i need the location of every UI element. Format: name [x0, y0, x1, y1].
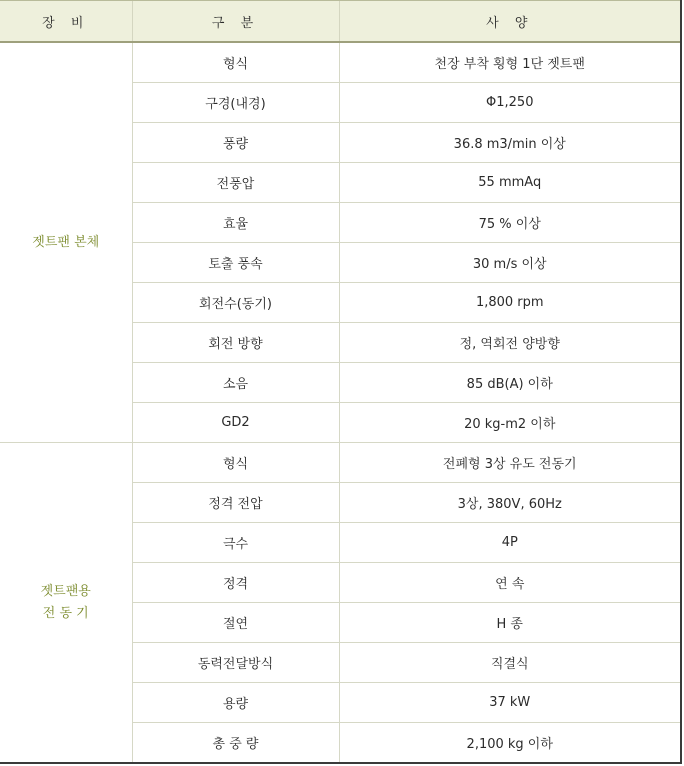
spec-cell: 직결식	[339, 643, 680, 683]
header-spec: 사 양	[339, 1, 680, 43]
spec-cell: 4P	[339, 523, 680, 563]
category-cell: 정격 전압	[132, 483, 339, 523]
spec-cell: 30 m/s 이상	[339, 243, 680, 283]
spec-cell: 정, 역회전 양방향	[339, 323, 680, 363]
spec-cell: 전폐형 3상 유도 전동기	[339, 443, 680, 483]
category-cell: 회전수(동기)	[132, 283, 339, 323]
equipment-label: 젯트팬용	[40, 583, 91, 599]
category-cell: 효율	[132, 203, 339, 243]
spec-cell: 55 mmAq	[339, 163, 680, 203]
category-cell: 풍량	[132, 123, 339, 163]
spec-cell: 1,800 rpm	[339, 283, 680, 323]
category-cell: 정격	[132, 563, 339, 603]
spec-cell: 3상, 380V, 60Hz	[339, 483, 680, 523]
category-cell: GD2	[132, 403, 339, 443]
category-cell: 총 중 량	[132, 723, 339, 763]
spec-cell: 2,100 kg 이하	[339, 723, 680, 763]
header-category: 구 분	[132, 1, 339, 43]
category-cell: 용량	[132, 683, 339, 723]
category-cell: 전풍압	[132, 163, 339, 203]
category-cell: 형식	[132, 42, 339, 83]
spec-cell: Φ1,250	[339, 83, 680, 123]
header-equipment: 장 비	[0, 1, 132, 43]
header-row	[0, 1, 680, 43]
spec-cell: 37 kW	[339, 683, 680, 723]
spec-cell: 20 kg-m2 이하	[339, 403, 680, 443]
category-cell: 토출 풍속	[132, 243, 339, 283]
equipment-cell	[0, 42, 132, 443]
equipment-cell	[0, 443, 132, 763]
category-cell: 형식	[132, 443, 339, 483]
spec-cell: 75 % 이상	[339, 203, 680, 243]
category-cell: 절연	[132, 603, 339, 643]
spec-cell: 36.8 m3/min 이상	[339, 123, 680, 163]
equipment-label: 젯트팬 본체	[32, 234, 100, 250]
spec-cell: 연 속	[339, 563, 680, 603]
category-cell: 회전 방향	[132, 323, 339, 363]
spec-cell: 천장 부착 횡형 1단 젯트팬	[339, 42, 680, 83]
table-row	[0, 443, 680, 483]
table-row	[0, 42, 680, 83]
spec-cell: 85 dB(A) 이하	[339, 363, 680, 403]
category-cell: 극수	[132, 523, 339, 563]
category-cell: 소음	[132, 363, 339, 403]
category-cell: 동력전달방식	[132, 643, 339, 683]
category-cell: 구경(내경)	[132, 83, 339, 123]
spec-cell: H 종	[339, 603, 680, 643]
equipment-label: 전 동 기	[42, 605, 89, 621]
spec-table-body	[0, 42, 680, 763]
